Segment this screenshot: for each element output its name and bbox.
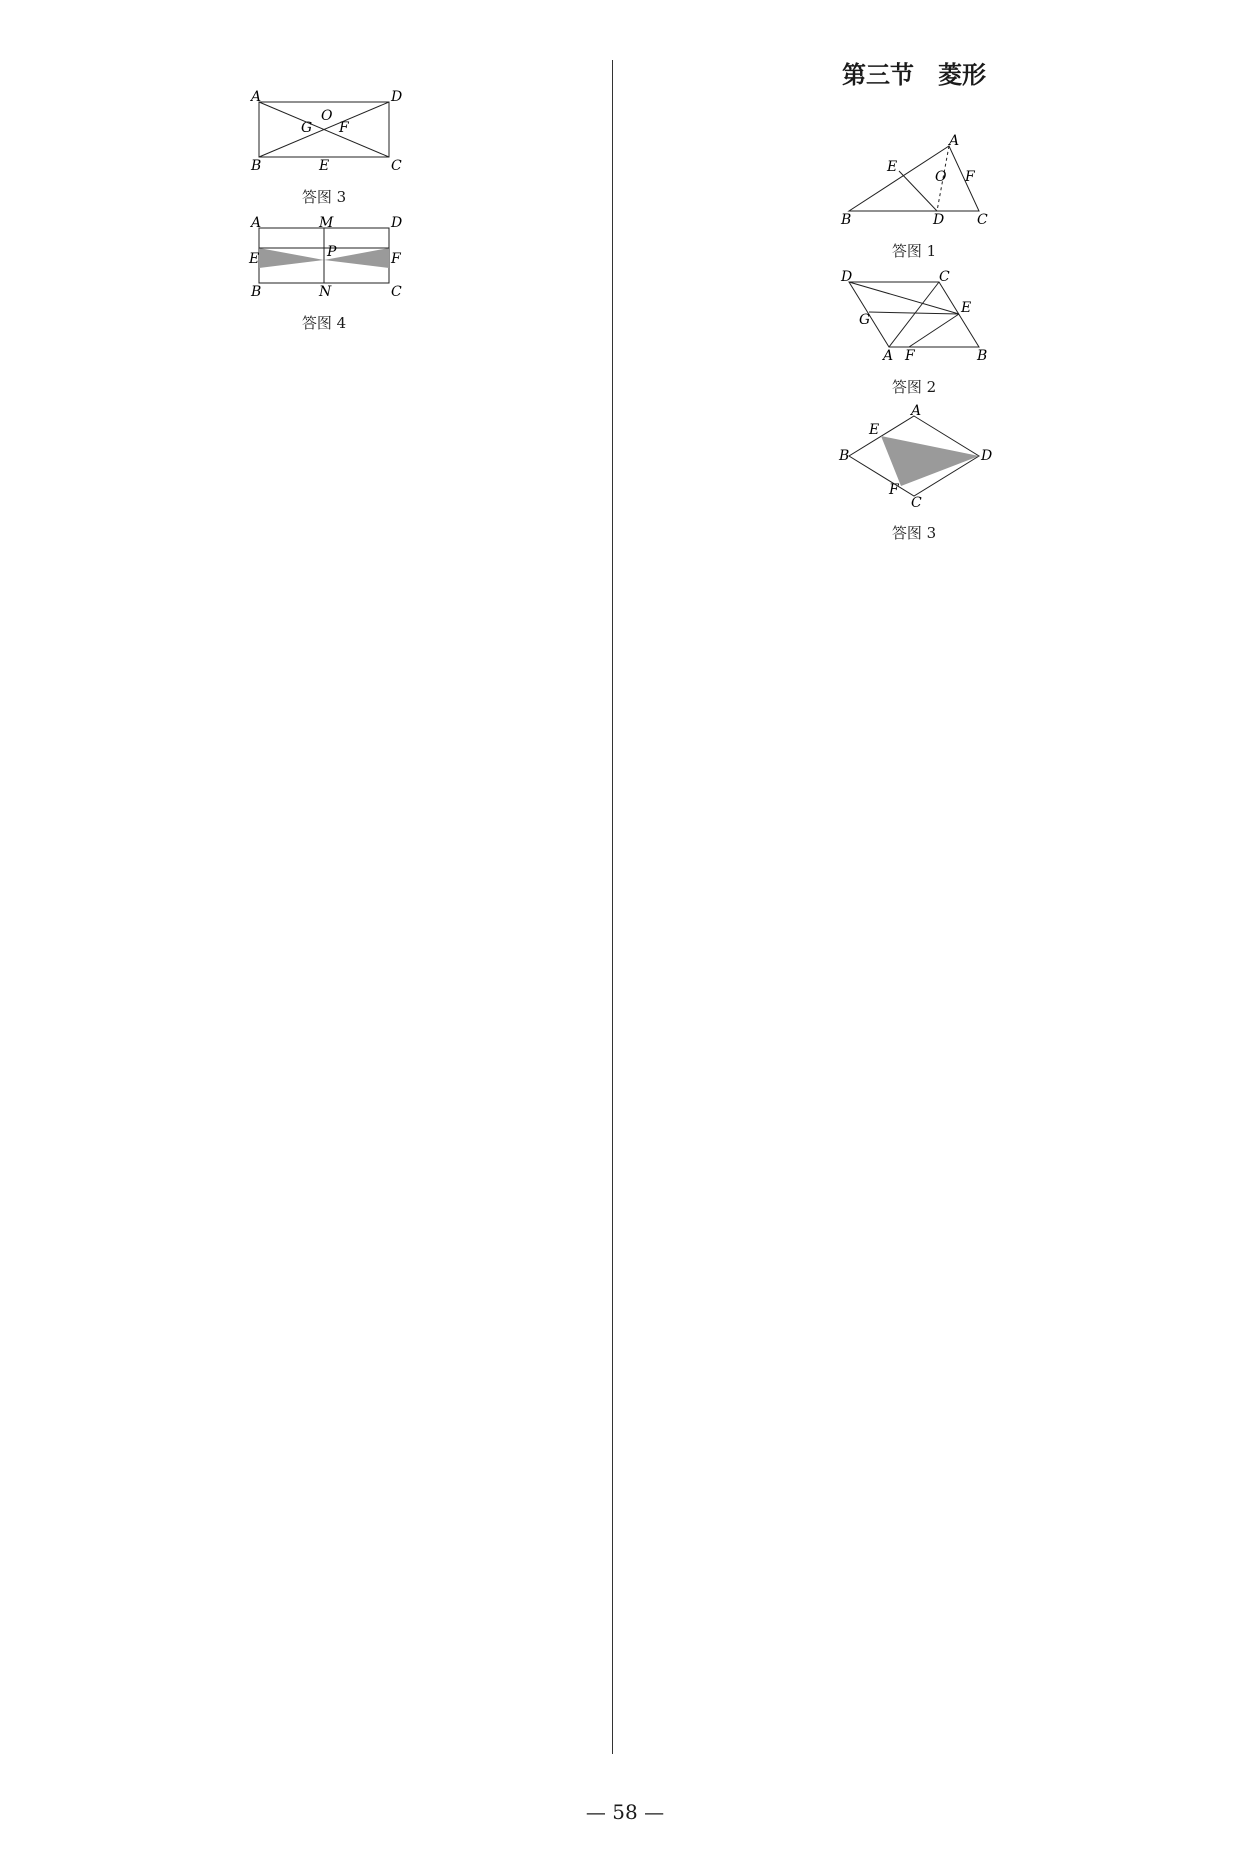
svg-text:C: C — [977, 212, 988, 228]
svg-text:C: C — [939, 269, 950, 285]
svg-text:N: N — [319, 284, 332, 300]
svg-text:E: E — [887, 159, 898, 175]
figure-right-2 — [628, 269, 1200, 402]
svg-text:O: O — [935, 169, 947, 185]
svg-text:E: E — [319, 158, 330, 174]
svg-text:P: P — [327, 244, 337, 260]
svg-text:B: B — [251, 284, 262, 300]
left-column — [44, 56, 604, 1754]
svg-text:D: D — [933, 212, 945, 228]
figure-caption: 答图 1 — [891, 242, 937, 260]
svg-text:M: M — [319, 215, 334, 231]
svg-text:D: D — [391, 89, 403, 105]
svg-text:E: E — [249, 251, 260, 267]
svg-text:E: E — [961, 300, 972, 316]
svg-text:F: F — [391, 251, 401, 267]
svg-text:A: A — [883, 348, 894, 364]
svg-text:F: F — [965, 169, 975, 185]
svg-text:G: G — [301, 120, 313, 136]
svg-text:G: G — [859, 312, 871, 328]
svg-text:C: C — [391, 284, 402, 300]
left-column-lines — [44, 56, 604, 86]
svg-text:C: C — [391, 158, 402, 174]
figure-caption: 答图 3 — [301, 188, 347, 206]
figure-left-3 — [44, 89, 604, 212]
figure-left-4 — [44, 215, 604, 338]
triangle-rhombus-diagram — [839, 133, 989, 228]
figure-caption: 答图 4 — [301, 314, 347, 332]
rhombus-diagram — [839, 269, 989, 364]
figure-right-3 — [628, 403, 1200, 548]
page-number: — 58 — — [585, 1800, 665, 1824]
svg-text:F: F — [339, 120, 349, 136]
svg-text:A: A — [251, 89, 262, 105]
svg-text:C: C — [911, 495, 922, 511]
right-column-lines — [628, 100, 1200, 130]
rectangle-diagram — [249, 215, 403, 300]
answer-line — [44, 56, 604, 86]
svg-text:A: A — [949, 133, 960, 149]
svg-text:F: F — [889, 482, 899, 498]
svg-text:B: B — [251, 158, 262, 174]
svg-text:F: F — [905, 348, 915, 364]
svg-text:A: A — [911, 403, 922, 419]
figure-caption: 答图 2 — [891, 378, 937, 396]
svg-text:O: O — [321, 108, 333, 124]
svg-text:E: E — [869, 422, 880, 438]
svg-text:D: D — [391, 215, 403, 231]
column-divider — [612, 60, 613, 1754]
shaded-rhombus-diagram — [839, 403, 993, 511]
rectangle-diagram — [249, 89, 403, 174]
figure-right-1 — [628, 133, 1200, 266]
svg-text:B: B — [841, 212, 852, 228]
figure-caption: 答图 3 — [891, 524, 937, 542]
right-column — [628, 56, 1200, 1754]
answer-line — [628, 100, 1200, 130]
svg-text:D: D — [981, 448, 993, 464]
svg-text:B: B — [839, 448, 850, 464]
section-title: 第三节 菱形 — [842, 61, 986, 89]
svg-text:D: D — [841, 269, 853, 285]
svg-text:A: A — [251, 215, 262, 231]
svg-text:B: B — [977, 348, 988, 364]
